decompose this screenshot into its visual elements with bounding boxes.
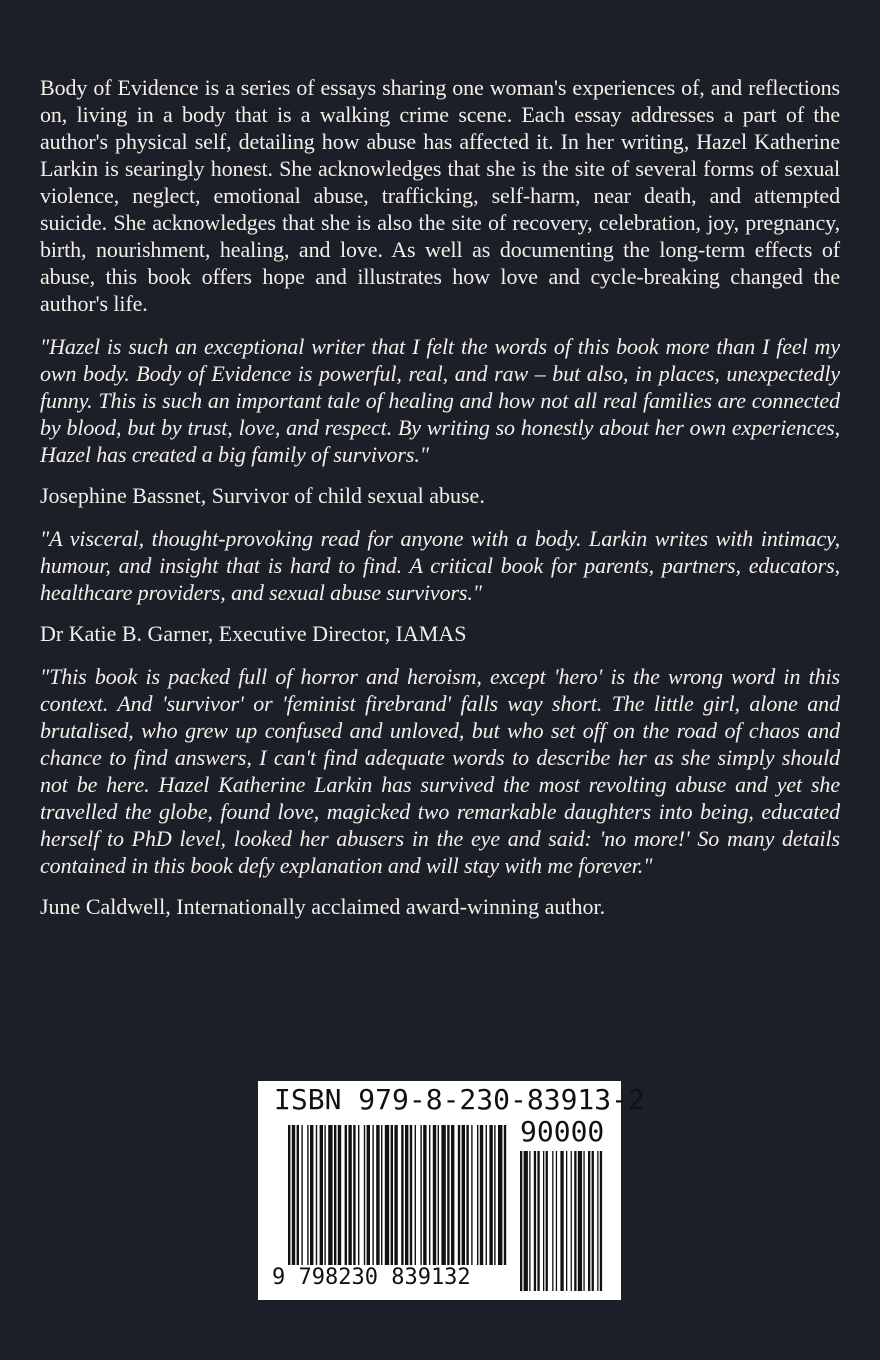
addon-bar (600, 1151, 602, 1291)
isbn-barcode (258, 1081, 645, 1300)
barcode-bar (504, 1125, 506, 1265)
barcode-bar (381, 1125, 382, 1265)
barcode-bar (367, 1125, 370, 1265)
barcode-bar (433, 1125, 436, 1265)
barcode-bar (489, 1125, 492, 1265)
barcode-bar (447, 1125, 449, 1265)
barcode-bar (480, 1125, 483, 1265)
addon-bar (592, 1151, 594, 1291)
barcode-bar (451, 1125, 454, 1265)
addon-bar (556, 1151, 557, 1291)
barcode-bar (458, 1125, 460, 1275)
barcode-bar (391, 1125, 393, 1265)
barcode-bar (301, 1125, 302, 1265)
barcode-bar (498, 1125, 502, 1265)
barcode-bar (486, 1125, 487, 1265)
barcode-bar (462, 1125, 465, 1275)
addon-bar (566, 1151, 567, 1291)
barcode-bar (410, 1125, 412, 1265)
addon-bar (588, 1151, 590, 1291)
review-quote-1: "Hazel is such an exceptional writer that I felt the words of this book more than I feel my own body. Body of Evidence is powerful, real, and raw – but also, in places, unexpectedly funny. This is such an important tale of healing and how not all real families are connected by blood, but by trust, love, and respect. By writing so honestly about her own experiences, Hazel has created a big family of survivors." (40, 334, 840, 467)
barcode-bar (316, 1125, 317, 1265)
barcode-bar (353, 1125, 355, 1265)
barcode-bar (338, 1125, 341, 1265)
barcode-bar (423, 1125, 426, 1265)
review-quote-3: "This book is packed full of horror and heroism, except 'hero' is the wrong word in this context. And 'survivor' or 'feminist firebrand' falls way short. The little girl, alone and brutalised, who grew up confused and unloved, but who set off on the road of chaos and chance to find answers, I can't find adequate words to describe her as she simply should not be here. Hazel Katherine Larkin has survived the most revolting abuse and yet she travelled the globe, found love, magicked two remarkable daughters into being, educated herself to PhD level, looked her abusers in the eye and said: 'no more!' So many details contained in this book defy explanation and will stay with me forever." (40, 664, 840, 878)
barcode-bar (288, 1125, 290, 1275)
book-description: Body of Evidence is a series of essays sharing one woman's experiences of, and reflections on, living in a body that is a walking crime scene. Each essay addresses a part of the author's physical self, detailing how abuse has affected it. In her writing, Hazel Katherine Larkin is searingly honest. She acknowledges that she is the site of several forms of sexual violence, neglect, emotional abuse, trafficking, self-harm, near death, and attempted suicide. She acknowledges that she is also the site of recovery, celebration, joy, pregnancy, birth, nourishment, healing, and love. As well as documenting the long-term effects of abuse, this book offers hope and illustrates how love and cycle-breaking changed the author's life. (40, 75, 840, 316)
barcode-bar (405, 1125, 408, 1265)
barcode-bar (320, 1125, 323, 1265)
addon-bar (574, 1151, 576, 1291)
barcode-bar (310, 1125, 313, 1265)
addon-bar (529, 1151, 530, 1291)
barcode-bar (328, 1125, 332, 1265)
barcode-bar (477, 1125, 478, 1265)
back-cover-text (40, 74, 840, 936)
barcode-bar (292, 1125, 295, 1275)
addon-bar (571, 1151, 572, 1291)
barcode-bar (334, 1125, 336, 1265)
barcode-bar (494, 1125, 495, 1265)
addon-bar (560, 1151, 563, 1291)
addon-bar (583, 1151, 584, 1291)
barcode-bar (394, 1125, 397, 1265)
barcode-bar (376, 1125, 379, 1265)
review-quote-2: "A visceral, thought-provoking read for anyone with a body. Larkin writes with intimacy, humour, and insight that is hard to find. A critical book for parents, partners, educators, healthcare providers, and sexual abuse survivors." (40, 526, 840, 605)
review-attribution-3: June Caldwell, Internationally acclaimed award-winning author. (40, 894, 606, 919)
addon-bar (546, 1151, 548, 1291)
barcode-bar (345, 1125, 347, 1265)
barcode-bar (364, 1125, 365, 1265)
addon-bar (520, 1151, 522, 1291)
barcode-bar (415, 1125, 416, 1265)
barcode-bar (438, 1125, 439, 1265)
addon-bar (543, 1151, 544, 1291)
isbn-label: ISBN 979-8-230-83913-2 (274, 1083, 645, 1116)
addon-bar (597, 1151, 598, 1291)
addon-bar (537, 1151, 539, 1291)
ean-digits: 9 798230 839132 (272, 1265, 471, 1290)
review-attribution-2: Dr Katie B. Garner, Executive Director, IAMAS (40, 621, 467, 646)
barcode-bar (358, 1125, 359, 1265)
barcode-bar (307, 1125, 308, 1265)
barcode-bar (401, 1125, 403, 1265)
addon-bar (578, 1151, 582, 1291)
barcode-bar (420, 1125, 421, 1265)
barcode-bar (441, 1125, 445, 1265)
barcode-bar (471, 1125, 472, 1265)
barcode-bar (466, 1125, 468, 1265)
addon-bar (534, 1151, 536, 1291)
addon-bar (552, 1151, 553, 1291)
barcode-bar (348, 1125, 351, 1265)
barcode-bar (372, 1125, 373, 1265)
addon-code: 90000 (520, 1115, 605, 1148)
addon-bar (524, 1151, 528, 1291)
barcode-bar (324, 1125, 325, 1265)
barcode-bar (429, 1125, 430, 1265)
barcode-bar (297, 1125, 299, 1265)
review-attribution-1: Josephine Bassnet, Survivor of child sexual abuse. (40, 483, 485, 508)
barcode-bar (385, 1125, 389, 1265)
